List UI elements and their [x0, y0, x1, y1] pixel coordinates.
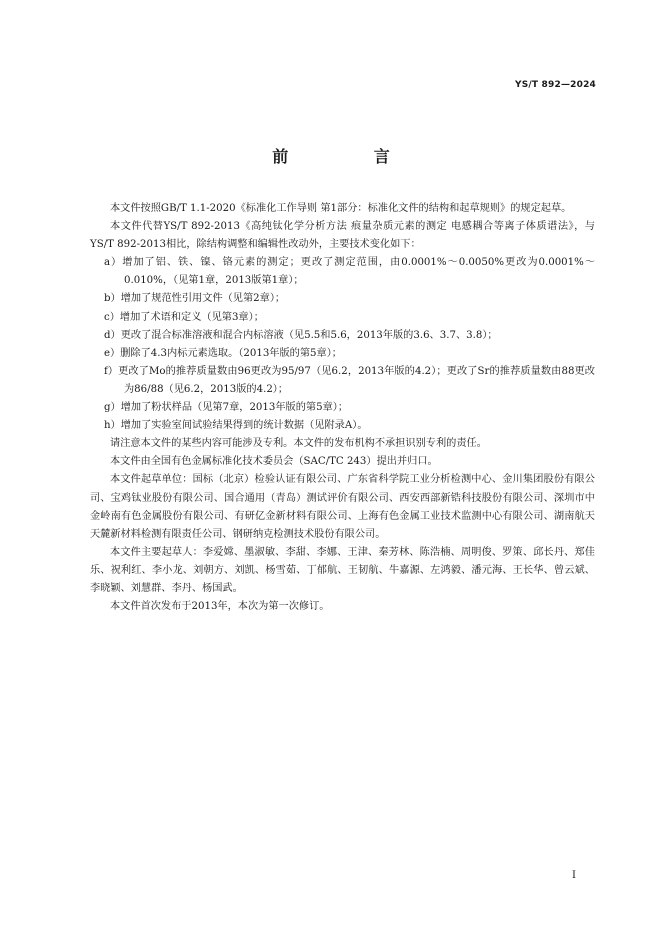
paragraph-patent-notice: 请注意本文件的某些内容可能涉及专利。本文件的发布机构不承担识别专利的责任。 — [110, 438, 487, 450]
change-item-g: g）增加了粉状样品（见第7章，2013年版的第5章）； — [104, 402, 349, 414]
paragraph-committee: 本文件由全国有色金属标准化技术委员会（SAC/TC 243）提出并归口。 — [110, 456, 438, 468]
change-item-c: c）增加了术语和定义（见第3章）； — [104, 311, 264, 323]
paragraph-drafting-units: 本文件起草单位：国标（北京）检验认证有限公司、广东省科学院工业分析检测中心、金川集团股份有限公司、宝鸡钛业股份有限公司、国合通用（青岛）测试评价有限公司、西安西部新锆科技股份有限公司、深圳市中金岭南有色金属股份有限公司、有研亿金新材料有限公司、上海有色金属工业技术监测中心有限公司、湖南航天天麓新材料检测有限责任公司、钢研纳克检测技术股份有限公司。 — [90, 474, 595, 540]
change-item-b: b）增加了规范性引用文件（见第2章）； — [104, 293, 286, 305]
paragraph-replacement: 本文件代替YS/T 892-2013《高纯钛化学分析方法 痕量杂质元素的测定 电感耦合等离子体质谱法》，与YS/T 892-2013相比，除结构调整和编辑性改动外，主要技术变化如下： — [90, 221, 595, 251]
change-item-h: h）增加了实验室间试验结果得到的统计数据（见附录A）。 — [104, 420, 368, 432]
change-item-f: f）更改了Mo的推荐质量数由96更改为95/97（见6.2，2013年版的4.2）；更改了Sr的推荐质量数由88更改为86/88（见6.2，2013版的4.2）； — [104, 365, 595, 395]
standard-code: YS/T 892—2024 — [515, 80, 596, 90]
foreword-body — [90, 200, 595, 616]
change-item-d: d）更改了混合标准溶液和混合内标溶液（见5.5和5.6，2013年版的3.6、3.7、3.8）； — [104, 329, 498, 341]
paragraph-drafting-rules: 本文件按照GB/T 1.1-2020《标准化工作导则 第1部分：标准化文件的结构和起草规则》的规定起草。 — [110, 203, 572, 214]
page-number: I — [572, 870, 576, 881]
paragraph-history: 本文件首次发布于2013年，本次为第一次修订。 — [110, 601, 330, 613]
change-item-a: a）增加了铝、铁、镍、铬元素的测定；更改了测定范围，由0.0001%～0.0050%更改为0.0001%～0.010%，（见第1章，2013版第1章）； — [104, 257, 595, 287]
page-title: 前 言 — [272, 147, 430, 166]
paragraph-drafters: 本文件主要起草人：李爱嫦、墨淑敏、李甜、李娜、王津、秦芳林、陈浩楠、周明俊、罗策、邱长丹、郑佳乐、祝利红、李小龙、刘朝方、刘凯、杨雪茹、丁郁航、王韧航、牛嘉源、左鸿毅、潘元海、王长华、曾云斌、李晓颖、刘慧群、李丹、杨国武。 — [90, 546, 595, 594]
change-item-e: e）删除了4.3内标元素选取。（2013年版的第5章）； — [104, 347, 342, 359]
